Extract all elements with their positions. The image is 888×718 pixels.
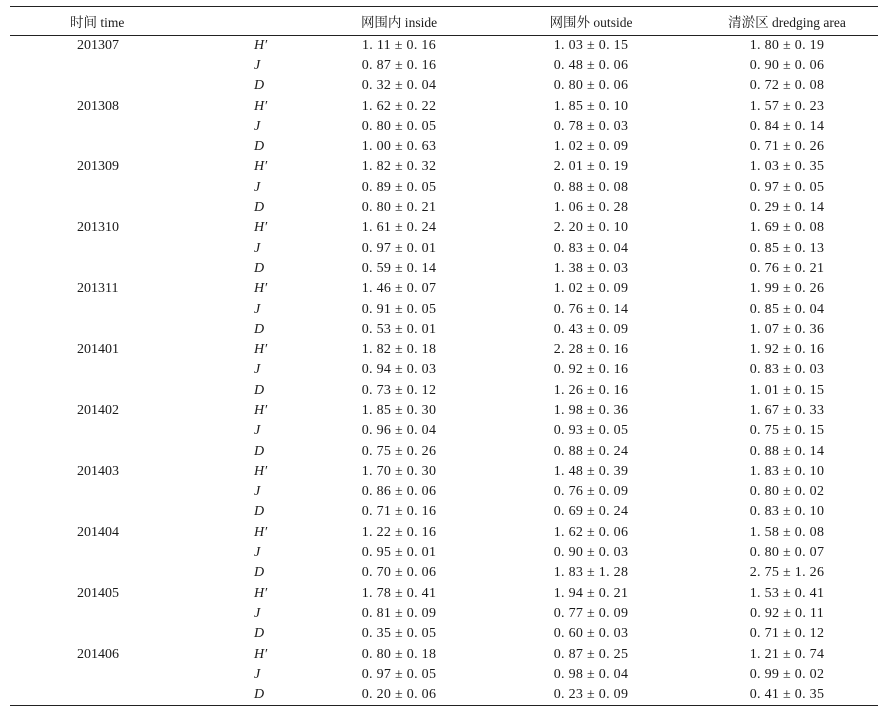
cell-index: J xyxy=(254,118,261,134)
cell-index: J xyxy=(254,240,261,256)
cell-inside: 0. 87 ± 0. 16 xyxy=(361,57,437,73)
cell-dredging: 0. 83 ± 0. 03 xyxy=(749,362,825,378)
cell-outside: 0. 80 ± 0. 06 xyxy=(553,78,629,94)
cell-outside: 0. 77 ± 0. 09 xyxy=(553,605,629,621)
table-row xyxy=(10,665,878,685)
cell-index: J xyxy=(254,57,261,73)
cell-inside: 1. 46 ± 0. 07 xyxy=(361,281,437,297)
cell-dredging: 0. 71 ± 0. 26 xyxy=(749,139,825,155)
diversity-index-table xyxy=(10,6,878,706)
cell-inside: 0. 20 ± 0. 06 xyxy=(290,685,490,705)
cell-outside: 1. 98 ± 0. 36 xyxy=(553,402,629,418)
cell-index: H′ xyxy=(254,98,268,114)
table-row xyxy=(10,137,878,157)
cell-index: J xyxy=(254,605,261,621)
cell-outside: 1. 62 ± 0. 06 xyxy=(553,524,629,540)
cell-outside: 1. 03 ± 0. 15 xyxy=(553,37,629,53)
table-row xyxy=(10,198,878,218)
header-inside: 网围内 inside xyxy=(290,7,490,36)
cell-dredging: 1. 01 ± 0. 15 xyxy=(749,382,825,398)
cell-index: J xyxy=(254,484,261,500)
cell-index: D xyxy=(254,139,265,155)
cell-index: D xyxy=(254,626,265,642)
cell-dredging: 0. 85 ± 0. 04 xyxy=(749,301,825,317)
cell-inside: 1. 61 ± 0. 24 xyxy=(361,220,437,236)
diversity-table-container xyxy=(10,6,878,706)
cell-dredging: 1. 03 ± 0. 35 xyxy=(749,159,825,175)
cell-outside: 0. 92 ± 0. 16 xyxy=(553,362,629,378)
header-index xyxy=(160,7,290,36)
cell-outside: 0. 43 ± 0. 09 xyxy=(553,321,629,337)
cell-outside: 0. 88 ± 0. 08 xyxy=(553,179,629,195)
cell-time xyxy=(10,299,160,319)
table-header xyxy=(10,7,878,36)
table-row xyxy=(10,96,878,116)
cell-time: 201309 xyxy=(77,159,119,175)
table-row xyxy=(10,563,878,583)
cell-outside: 2. 20 ± 0. 10 xyxy=(553,220,629,236)
header-row xyxy=(10,7,878,36)
cell-time: 201307 xyxy=(77,37,119,53)
cell-time xyxy=(10,137,160,157)
cell-index: H′ xyxy=(254,646,268,662)
cell-inside: 0. 91 ± 0. 05 xyxy=(361,301,437,317)
cell-time xyxy=(10,624,160,644)
cell-outside: 0. 93 ± 0. 05 xyxy=(553,423,629,439)
table-row xyxy=(10,157,878,177)
header-time: 时间 time xyxy=(10,7,160,36)
cell-dredging: 1. 69 ± 0. 08 xyxy=(749,220,825,236)
cell-time xyxy=(10,259,160,279)
cell-outside: 0. 76 ± 0. 09 xyxy=(553,484,629,500)
cell-outside: 1. 48 ± 0. 39 xyxy=(553,463,629,479)
cell-inside: 0. 73 ± 0. 12 xyxy=(361,382,437,398)
cell-dredging: 0. 88 ± 0. 14 xyxy=(749,443,825,459)
cell-index: H′ xyxy=(254,585,268,601)
cell-outside: 1. 94 ± 0. 21 xyxy=(553,585,629,601)
cell-time: 201311 xyxy=(77,281,119,297)
cell-outside: 1. 83 ± 1. 28 xyxy=(553,565,629,581)
cell-index: H′ xyxy=(254,159,268,175)
cell-dredging: 0. 71 ± 0. 12 xyxy=(749,626,825,642)
cell-outside: 0. 48 ± 0. 06 xyxy=(553,57,629,73)
cell-outside: 0. 60 ± 0. 03 xyxy=(553,626,629,642)
cell-dredging: 0. 83 ± 0. 10 xyxy=(749,504,825,520)
cell-time: 201401 xyxy=(77,342,119,358)
table-row xyxy=(10,441,878,461)
table-row xyxy=(10,502,878,522)
cell-index: J xyxy=(254,179,261,195)
cell-index: D xyxy=(254,443,265,459)
cell-outside: 0. 83 ± 0. 04 xyxy=(553,240,629,256)
cell-index: J xyxy=(254,423,261,439)
cell-dredging: 1. 80 ± 0. 19 xyxy=(749,37,825,53)
table-row xyxy=(10,584,878,604)
cell-inside: 0. 97 ± 0. 05 xyxy=(361,666,437,682)
table-body xyxy=(10,36,878,706)
table-row xyxy=(10,543,878,563)
table-row xyxy=(10,259,878,279)
cell-outside: 0. 88 ± 0. 24 xyxy=(553,443,629,459)
table-row xyxy=(10,218,878,238)
cell-time xyxy=(10,502,160,522)
table-row xyxy=(10,320,878,340)
cell-dredging: 1. 57 ± 0. 23 xyxy=(749,98,825,114)
cell-dredging: 0. 92 ± 0. 11 xyxy=(749,605,825,621)
cell-time xyxy=(10,76,160,96)
cell-outside: 0. 98 ± 0. 04 xyxy=(553,666,629,682)
cell-index: H′ xyxy=(254,281,268,297)
cell-inside: 1. 85 ± 0. 30 xyxy=(361,402,437,418)
table-row xyxy=(10,604,878,624)
cell-inside: 0. 32 ± 0. 04 xyxy=(361,78,437,94)
cell-index: J xyxy=(254,545,261,561)
cell-index: J xyxy=(254,362,261,378)
cell-dredging: 0. 97 ± 0. 05 xyxy=(749,179,825,195)
cell-time xyxy=(10,56,160,76)
cell-inside: 0. 96 ± 0. 04 xyxy=(361,423,437,439)
cell-outside: 0. 90 ± 0. 03 xyxy=(553,545,629,561)
cell-time xyxy=(10,482,160,502)
cell-index: H′ xyxy=(254,342,268,358)
cell-dredging: 0. 80 ± 0. 07 xyxy=(749,545,825,561)
cell-outside: 0. 69 ± 0. 24 xyxy=(553,504,629,520)
table-row xyxy=(10,360,878,380)
cell-index: H′ xyxy=(254,37,268,53)
cell-time: 201402 xyxy=(77,402,119,418)
cell-index: D xyxy=(254,565,265,581)
cell-index: D xyxy=(254,200,265,216)
cell-inside: 0. 95 ± 0. 01 xyxy=(361,545,437,561)
cell-dredging: 0. 90 ± 0. 06 xyxy=(749,57,825,73)
cell-index: D xyxy=(254,78,265,94)
cell-inside: 0. 89 ± 0. 05 xyxy=(361,179,437,195)
cell-dredging: 0. 29 ± 0. 14 xyxy=(749,200,825,216)
table-row xyxy=(10,299,878,319)
cell-dredging: 1. 58 ± 0. 08 xyxy=(749,524,825,540)
table-row xyxy=(10,401,878,421)
table-row xyxy=(10,56,878,76)
cell-dredging: 1. 92 ± 0. 16 xyxy=(749,342,825,358)
cell-time xyxy=(10,665,160,685)
cell-outside: 0. 76 ± 0. 14 xyxy=(553,301,629,317)
cell-index: D xyxy=(254,382,265,398)
header-dredging: 清淤区 dredging area xyxy=(686,7,878,36)
cell-dredging: 1. 07 ± 0. 36 xyxy=(749,321,825,337)
table-row xyxy=(10,644,878,664)
cell-time xyxy=(10,117,160,137)
cell-inside: 0. 59 ± 0. 14 xyxy=(361,260,437,276)
cell-time: 201404 xyxy=(77,524,119,540)
cell-time xyxy=(10,178,160,198)
cell-inside: 0. 70 ± 0. 06 xyxy=(361,565,437,581)
cell-time: 201405 xyxy=(77,585,119,601)
cell-inside: 1. 11 ± 0. 16 xyxy=(361,37,437,53)
cell-inside: 1. 70 ± 0. 30 xyxy=(361,463,437,479)
cell-dredging: 0. 85 ± 0. 13 xyxy=(749,240,825,256)
table-row xyxy=(10,381,878,401)
cell-dredging: 0. 99 ± 0. 02 xyxy=(749,666,825,682)
cell-time xyxy=(10,360,160,380)
cell-outside: 2. 01 ± 0. 19 xyxy=(553,159,629,175)
table-row xyxy=(10,178,878,198)
cell-dredging: 0. 84 ± 0. 14 xyxy=(749,118,825,134)
cell-dredging: 0. 72 ± 0. 08 xyxy=(749,78,825,94)
cell-outside: 1. 06 ± 0. 28 xyxy=(553,200,629,216)
cell-dredging: 0. 80 ± 0. 02 xyxy=(749,484,825,500)
cell-dredging: 1. 99 ± 0. 26 xyxy=(749,281,825,297)
cell-index: H′ xyxy=(254,402,268,418)
cell-inside: 1. 22 ± 0. 16 xyxy=(361,524,437,540)
table-row xyxy=(10,624,878,644)
cell-inside: 0. 94 ± 0. 03 xyxy=(361,362,437,378)
cell-inside: 0. 80 ± 0. 18 xyxy=(361,646,437,662)
cell-inside: 1. 82 ± 0. 32 xyxy=(361,159,437,175)
cell-inside: 0. 53 ± 0. 01 xyxy=(361,321,437,337)
cell-time: 201308 xyxy=(77,98,119,114)
table-row xyxy=(10,421,878,441)
cell-inside: 0. 75 ± 0. 26 xyxy=(361,443,437,459)
cell-dredging: 1. 53 ± 0. 41 xyxy=(749,585,825,601)
cell-index: D xyxy=(160,685,290,705)
cell-outside: 2. 28 ± 0. 16 xyxy=(553,342,629,358)
cell-time: 201403 xyxy=(77,463,119,479)
cell-time xyxy=(10,381,160,401)
cell-inside: 1. 00 ± 0. 63 xyxy=(361,139,437,155)
cell-dredging: 1. 67 ± 0. 33 xyxy=(749,402,825,418)
cell-index: D xyxy=(254,504,265,520)
cell-outside: 1. 26 ± 0. 16 xyxy=(553,382,629,398)
table-row xyxy=(10,523,878,543)
cell-index: J xyxy=(254,301,261,317)
cell-dredging: 0. 76 ± 0. 21 xyxy=(749,260,825,276)
cell-index: H′ xyxy=(254,220,268,236)
cell-dredging: 1. 21 ± 0. 74 xyxy=(749,646,825,662)
cell-inside: 0. 80 ± 0. 21 xyxy=(361,200,437,216)
cell-outside: 1. 38 ± 0. 03 xyxy=(553,260,629,276)
cell-inside: 1. 78 ± 0. 41 xyxy=(361,585,437,601)
cell-dredging: 1. 83 ± 0. 10 xyxy=(749,463,825,479)
cell-dredging: 2. 75 ± 1. 26 xyxy=(749,565,825,581)
cell-index: D xyxy=(254,260,265,276)
table-row xyxy=(10,482,878,502)
cell-time xyxy=(10,563,160,583)
header-outside: 网围外 outside xyxy=(490,7,686,36)
cell-outside: 0. 23 ± 0. 09 xyxy=(490,685,686,705)
cell-time xyxy=(10,441,160,461)
cell-time xyxy=(10,543,160,563)
table-row xyxy=(10,685,878,705)
cell-time: 201310 xyxy=(77,220,119,236)
cell-index: D xyxy=(254,321,265,337)
cell-dredging: 0. 41 ± 0. 35 xyxy=(686,685,878,705)
cell-index: H′ xyxy=(254,463,268,479)
cell-time: 201406 xyxy=(77,646,119,662)
cell-time xyxy=(10,320,160,340)
cell-inside: 0. 97 ± 0. 01 xyxy=(361,240,437,256)
cell-time xyxy=(10,238,160,258)
table-row xyxy=(10,462,878,482)
cell-outside: 0. 87 ± 0. 25 xyxy=(553,646,629,662)
cell-inside: 0. 86 ± 0. 06 xyxy=(361,484,437,500)
cell-index: H′ xyxy=(254,524,268,540)
table-row xyxy=(10,279,878,299)
cell-time xyxy=(10,604,160,624)
cell-dredging: 0. 75 ± 0. 15 xyxy=(749,423,825,439)
cell-outside: 1. 02 ± 0. 09 xyxy=(553,281,629,297)
cell-time xyxy=(10,685,160,705)
table-row xyxy=(10,36,878,56)
cell-outside: 1. 85 ± 0. 10 xyxy=(553,98,629,114)
cell-inside: 0. 71 ± 0. 16 xyxy=(361,504,437,520)
table-row xyxy=(10,117,878,137)
cell-index: J xyxy=(254,666,261,682)
cell-inside: 0. 35 ± 0. 05 xyxy=(361,626,437,642)
table-row xyxy=(10,76,878,96)
table-row xyxy=(10,340,878,360)
cell-outside: 1. 02 ± 0. 09 xyxy=(553,139,629,155)
cell-outside: 0. 78 ± 0. 03 xyxy=(553,118,629,134)
cell-inside: 1. 82 ± 0. 18 xyxy=(361,342,437,358)
cell-time xyxy=(10,421,160,441)
cell-time xyxy=(10,198,160,218)
cell-inside: 0. 81 ± 0. 09 xyxy=(361,605,437,621)
table-row xyxy=(10,238,878,258)
cell-inside: 0. 80 ± 0. 05 xyxy=(361,118,437,134)
cell-inside: 1. 62 ± 0. 22 xyxy=(361,98,437,114)
